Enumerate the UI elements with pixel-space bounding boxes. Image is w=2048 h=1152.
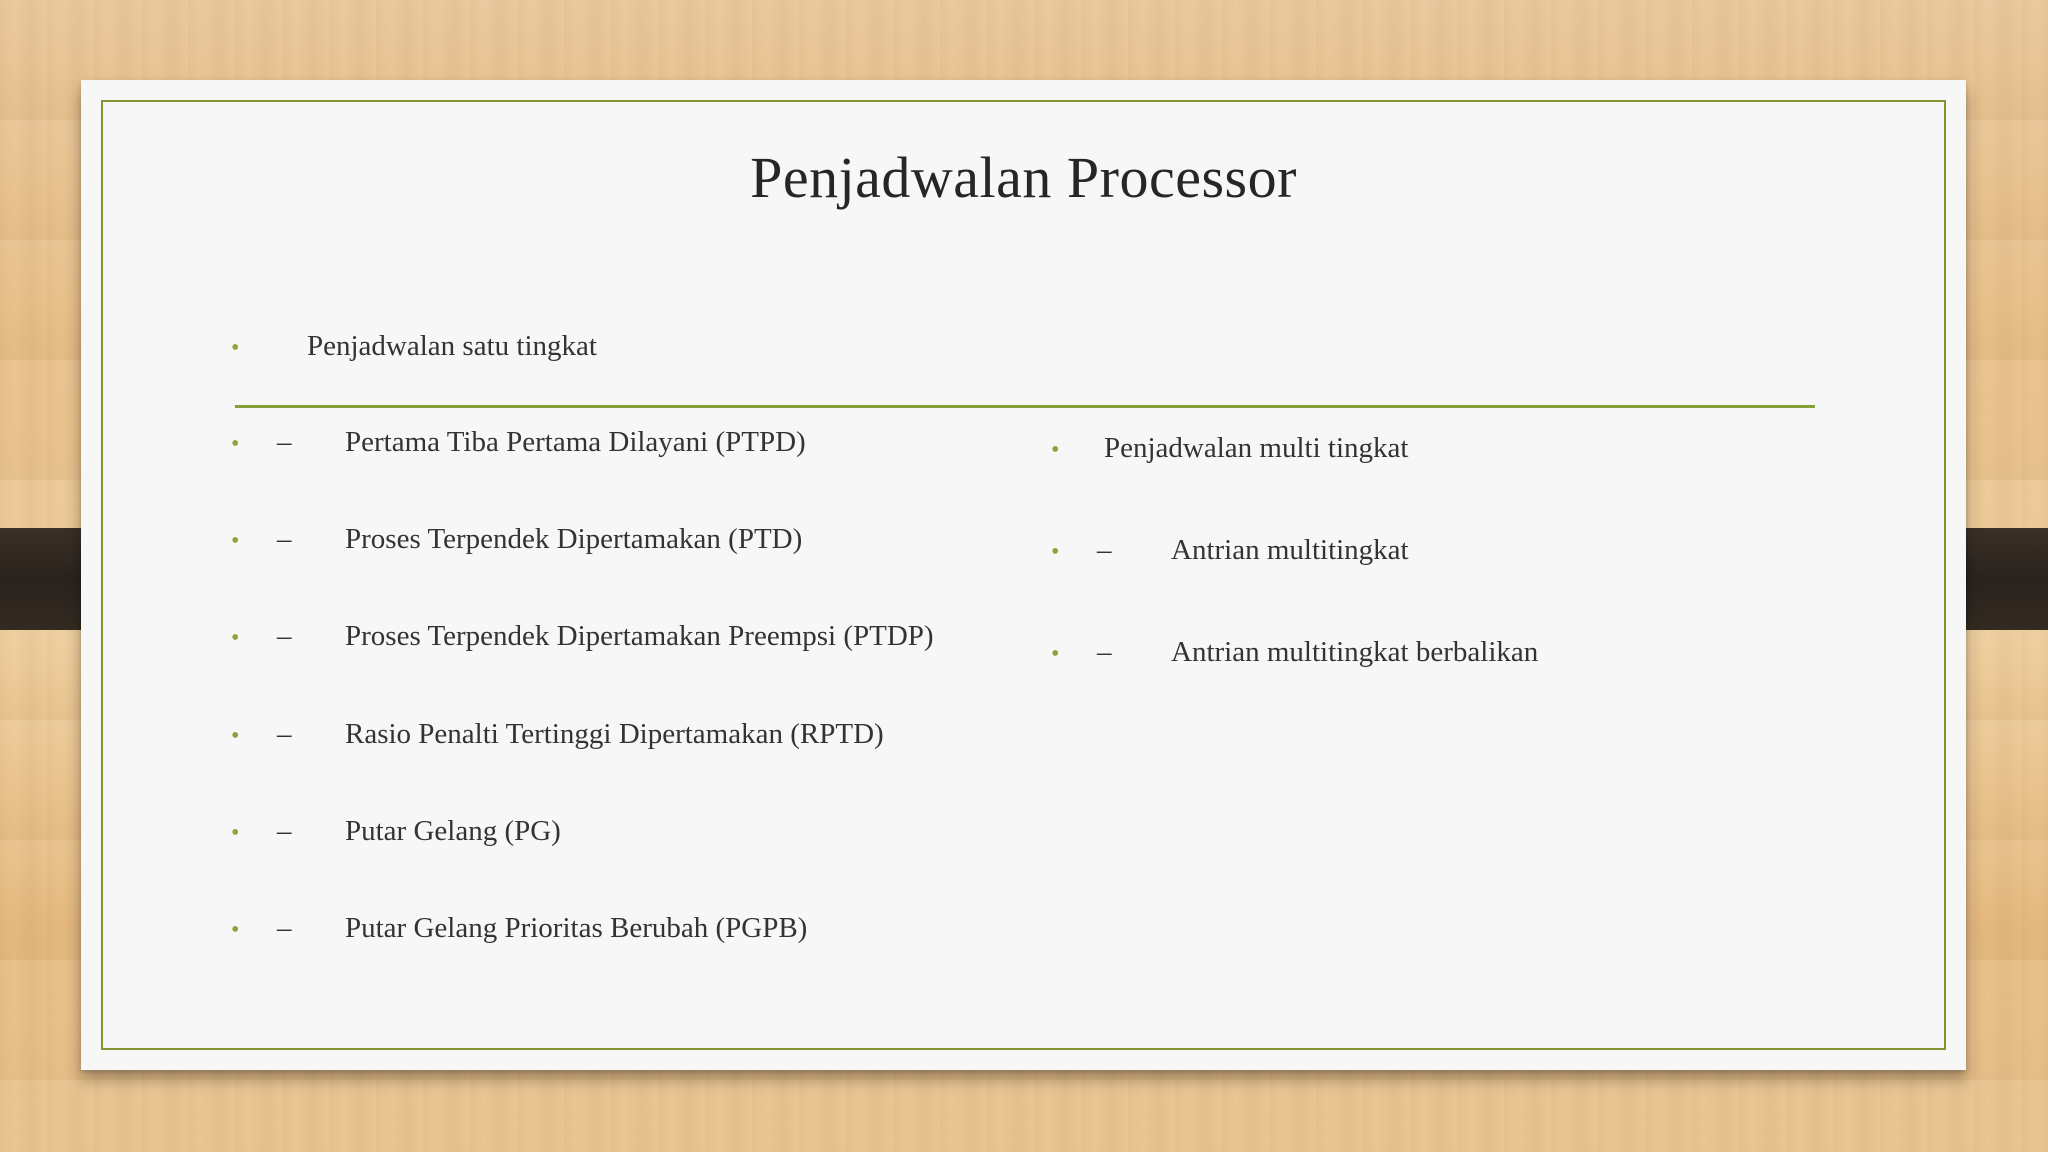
list-item-text: Antrian multitingkat [1171,534,1409,566]
bullet-icon: • [231,335,240,361]
dash-marker: – [1097,534,1112,566]
dash-marker: – [277,912,292,944]
list-item [231,912,807,945]
list-item-text: Proses Terpendek Dipertamakan (PTD) [345,523,803,555]
list-item-text: Proses Terpendek Dipertamakan Preempsi (PTDP) [345,620,934,652]
list-item [231,426,806,459]
dash-marker: – [1097,636,1112,668]
section-divider [235,405,1815,408]
list-item [231,815,561,848]
list-item-text: Rasio Penalti Tertinggi Dipertamakan (RPTD) [345,718,884,750]
slide-title: Penjadwalan Processor [750,145,1297,210]
left-heading-row [231,330,597,363]
bullet-icon: • [231,723,240,749]
dash-marker: – [277,523,292,555]
list-item-text: Antrian multitingkat berbalikan [1171,636,1539,668]
left-heading: Penjadwalan satu tingkat [307,330,597,362]
bullet-icon: • [231,528,240,554]
bullet-icon: • [231,431,240,457]
list-item-text: Putar Gelang (PG) [345,815,561,847]
slide-frame [101,100,1946,1050]
bullet-icon: • [231,820,240,846]
list-item [1051,534,1409,567]
right-heading-row [1051,432,1408,465]
dash-marker: – [277,815,292,847]
dash-marker: – [277,620,292,652]
list-item [231,718,884,751]
bullet-icon: • [1051,539,1060,565]
right-heading: Penjadwalan multi tingkat [1104,432,1409,464]
list-item [1051,636,1538,669]
list-item [231,523,802,556]
list-item [231,620,934,653]
bullet-icon: • [1051,437,1060,463]
dash-marker: – [277,718,292,750]
list-item-text: Pertama Tiba Pertama Dilayani (PTPD) [345,426,806,458]
slide [81,80,1966,1070]
bullet-icon: • [231,917,240,943]
list-item-text: Putar Gelang Prioritas Berubah (PGPB) [345,912,808,944]
bullet-icon: • [1051,641,1060,667]
dash-marker: – [277,426,292,458]
bullet-icon: • [231,625,240,651]
